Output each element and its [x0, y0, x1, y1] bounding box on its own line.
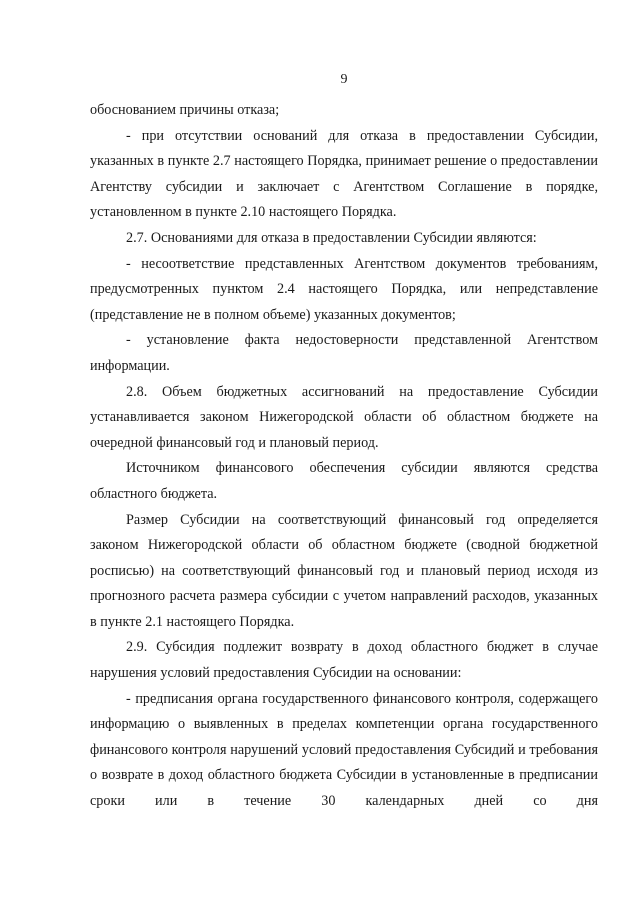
page-number: 9: [340, 72, 348, 87]
paragraph-decision-on-subsidy: - при отсутствии оснований для отказа в предоставлении Субсидии, указанных в пункте 2.7 настоящего Порядка, принимает решение о предоставлении Агентству субсидии и заключает с Агентством Соглашение в порядке, установленном в пункте 2.10 настоящего Порядка.: [90, 127, 598, 221]
document-page: [90, 70, 598, 815]
paragraph-2-8-budget: 2.8. Объем бюджетных ассигнований на предоставление Субсидии устанавливается законом Нижегородской области об областном бюджете на очередной финансовый год и плановый период.: [90, 383, 598, 451]
paragraph-2-7-heading: 2.7. Основаниями для отказа в предоставлении Субсидии являются:: [126, 229, 537, 246]
paragraph-refusal-reason-end: обоснованием причины отказа;: [90, 102, 280, 118]
paragraph-documents-mismatch: - несоответствие представленных Агентством документов требованиям, предусмотренных пунктом 2.4 настоящего Порядка, или непредставление (представление не в полном объеме) указанных документов;: [90, 255, 598, 323]
paragraph-2-9-refund: 2.9. Субсидия подлежит возврату в доход областного бюджет в случае нарушения условий предоставления Субсидии на основании:: [90, 639, 598, 682]
paragraph-false-information: - установление факта недостоверности представленной Агентством информации.: [90, 332, 598, 374]
paragraph-subsidy-size: Размер Субсидии на соответствующий финансовый год определяется законом Нижегородской области об областном бюджете (сводной бюджетной росписью) на соответствующий финансовый год и плановый период исходя из прогнозного расчета размера субсидии с учетом направлений расходов, указанных в пункте 2.1 настоящего Порядка.: [90, 511, 598, 630]
paragraph-control-order: - предписания органа государственного финансового контроля, содержащего информацию о выявленных в пределах компетенции органа государственного финансового контроля нарушений условий предоставления Субсидий и требования о возврате в доход областного бюджета Субсидии в установленные в предписании сроки или в течение 30 календарных дней со дня: [90, 690, 598, 810]
paragraph-funding-source: Источником финансового обеспечения субсидии являются средства областного бюджета.: [90, 460, 598, 502]
